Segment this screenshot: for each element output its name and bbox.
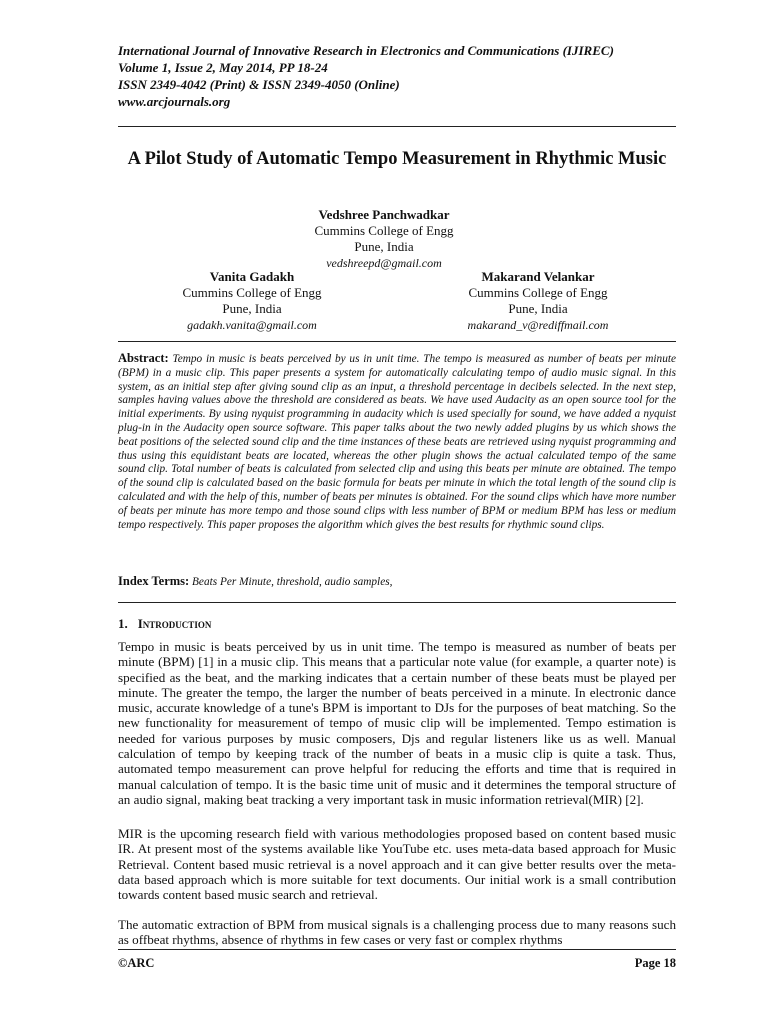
index-terms-text: Beats Per Minute, threshold, audio samples,	[192, 576, 393, 588]
author-name: Vanita Gadakh	[209, 269, 295, 284]
section-number: 1.	[118, 616, 128, 631]
footer-page-number: Page 18	[634, 956, 676, 970]
body-paragraph: The automatic extraction of BPM from musical signals is a challenging process due to many reasons such as offbeat rhythms, absence of rhythms in few cases or very fast or complex rhythms	[118, 917, 676, 948]
journal-name: International Journal of Innovative Research in Electronics and Communications (IJIREC)	[118, 43, 614, 58]
abstract-text: Tempo in music is beats perceived by us in unit time. The tempo is measured as number of beats per minute (BPM) in a music clip. This paper presents a system for automatically calculating tempo of audio music signal. In this system, as an initial step after giving sound clip as an input, a threshold percentage in decibels selected. In the next step, samples having values above the threshold are considered as beats. We have used Audacity as an open source tool for the initial experiments. By using nyquist programming in audacity which is used specially for sound, we have added a nyquist plug-in in the Audacity open source software. This paper talks about the two newly added plugins by us which shows the beat positions of the selected sound clip and the time instances of these beats are retrieved using nyquist programming and thus using this equidistant beats are located, whereas the other plugin shows the actual calculated tempo of the same sound clip. Total number of beats is calculated from selected clip and using this beats per minute are obtained. The tempo of the sound clip is calculated based on the basic formula for beats per minute in which the total length of the sound clip is calculated and with the help of this, number of beats per minutes is obtained. For the sound clips which have more number of beats per minute has more tempo and those sound clips with less number of BPM or medium BPM has less or medium tempo respectively. This paper proposes the algorithm which gives the best results for rhythmic sound clips.	[118, 353, 676, 531]
journal-issn: ISSN 2349-4042 (Print) & ISSN 2349-4050 (Online)	[118, 77, 400, 92]
abstract-label: Abstract:	[118, 351, 169, 365]
body-paragraph: MIR is the upcoming research field with various methodologies proposed based on content based music IR. At present most of the systems available like YouTube etc. uses meta-data based approach for Music Retrieval. Content based music retrieval is a novel approach and it can give better results over the meta-data based approach which is more suitable for text documents. Our initial work is a small contribution towards content based music search and retrieval.	[118, 826, 676, 903]
index-terms	[118, 574, 676, 589]
footer-copyright: ©ARC	[118, 956, 155, 970]
author-location: Pune, India	[354, 239, 414, 254]
section-title: Introduction	[137, 616, 212, 631]
author-email: makarand_v@rediffmail.com	[467, 318, 609, 332]
index-terms-label: Index Terms:	[118, 574, 190, 588]
author-name: Vedshree Panchwadkar	[318, 207, 450, 222]
journal-volume: Volume 1, Issue 2, May 2014, PP 18-24	[118, 60, 328, 75]
journal-website: www.arcjournals.org	[118, 94, 231, 109]
author-location: Pune, India	[508, 301, 568, 316]
author-block-1	[254, 207, 514, 271]
abstract-top-divider	[118, 341, 676, 342]
author-location: Pune, India	[222, 301, 282, 316]
paper-title: A Pilot Study of Automatic Tempo Measurement in Rhythmic Music	[127, 149, 667, 169]
header-divider	[118, 126, 676, 127]
footer-divider	[118, 949, 676, 950]
author-email: gadakh.vanita@gmail.com	[187, 318, 317, 332]
author-block-2	[142, 269, 362, 333]
author-name: Makarand Velankar	[481, 269, 595, 284]
author-affiliation: Cummins College of Engg	[468, 285, 608, 300]
journal-header	[118, 42, 678, 110]
author-affiliation: Cummins College of Engg	[182, 285, 322, 300]
author-affiliation: Cummins College of Engg	[314, 223, 454, 238]
abstract	[118, 352, 676, 532]
section-heading	[118, 616, 211, 632]
author-email: vedshreepd@gmail.com	[326, 256, 442, 270]
body-paragraph: Tempo in music is beats perceived by us in unit time. The tempo is measured as number of beats per minute (BPM) [1] in a music clip. This means that a particular note value (for example, a quarter note) is specified as the beat, and the marking indicates that a certain number of these beats must be played per minute. The greater the tempo, the larger the number of beats perceived in a minute. In electronic dance music, accurate knowledge of a tune's BPM is important to DJs for the purposes of beat matching. So the new functionality for measurement of tempo of music clip will be implemented. Tempo estimation is needed for various purposes by music composers, Djs and regular listeners like us as well. Manual calculation of tempo by keeping track of the number of beats in a music clip is quite a task. Thus, automated tempo measurement can prove helpful for reducing the efforts and time that is required in manual calculation of tempo. It is the basic time unit of music and it determines the temporal structure of an audio signal, making beat tracking a very important task in music information retrieval(MIR) [2].	[118, 639, 676, 807]
abstract-bottom-divider	[118, 602, 676, 603]
author-block-3	[428, 269, 648, 333]
